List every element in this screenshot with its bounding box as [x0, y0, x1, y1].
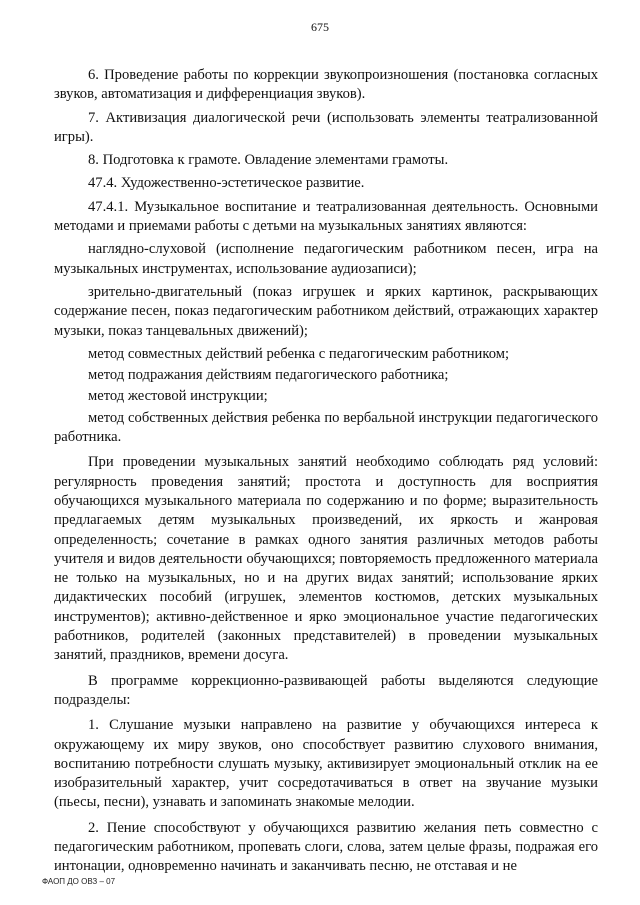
section-heading: 47.4. Художественно-эстетическое развитие.	[88, 175, 365, 192]
page-number: 675	[311, 20, 329, 34]
paragraph-subsections-intro: В программе коррекционно-развивающей работы выделяются следующие подразделы:	[54, 672, 598, 708]
method-item: наглядно-слуховой (исполнение педагогическим работником песен, игра на музыкальных инструментах, использование аудиозаписи);	[54, 241, 598, 277]
method-item: метод подражания действиям педагогического работника;	[88, 367, 449, 384]
method-item: метод жестовой инструкции;	[88, 388, 268, 405]
subsection-listening: 1. Слушание музыки направлено на развитие у обучающихся интереса к окружающему их миру звуков, оно способствует развитию слухового внимания, воспитанию потребности слушать музыку, активизирует эмоциональный отклик на ее изобразительный характер, учит сосредотачиваться в ответ на звучание музыки (пьесы, песни), узнавать и запоминать знакомые мелодии.	[54, 717, 598, 811]
method-item: метод совместных действий ребенка с педагогическим работником;	[88, 345, 510, 362]
paragraph-conditions: При проведении музыкальных занятий необходимо соблюдать ряд условий: регулярность проведения занятий; простота и доступность для восприятия обучающихся музыкального материала по содержанию и по форме; выразительность предлагаемых детям музыкальных произведений, их яркость и жанровая определенность; сочетание в рамках одного занятия различных методов работы учителя и видов деятельности обучающихся; повторяемость предложенного материала не только на музыкальных, но и на других видах занятий; использование ярких дидактических пособий (игрушек, элементов костюмов, детских музыкальных инструментов); активно-действенное и ярко эмоциональное участие педагогических работников, родителей (законных представителей) в проведении музыкальных занятий, праздников, времени досуга.	[54, 454, 598, 664]
method-item: метод собственных действия ребенка по вербальной инструкции педагогического работника.	[54, 409, 598, 446]
paragraph-1: 6. Проведение работы по коррекции звукопроизношения (постановка согласных звуков, автоматизация и дифференциация звуков).	[54, 67, 598, 103]
method-item: зрительно-двигательный (показ игрушек и ярких картинок, раскрывающих содержание песен, показ педагогическим работником действий, отражающих характер музыки, показ танцевальных движений);	[54, 283, 598, 339]
paragraph-2: 7. Активизация диалогической речи (использовать элементы театрализованной игры).	[54, 109, 598, 145]
document-body	[54, 66, 598, 881]
footer-label: ФАОП ДО ОВЗ – 07	[42, 877, 116, 886]
subsection-singing: 2. Пение способствуют у обучающихся развитию желания петь совместно с педагогическим работником, пропевать слоги, слова, затем целые фразы, подражая его интонации, одновременно начинать и заканчивать песню, не отставая и не	[54, 819, 598, 875]
paragraph-methods-intro: 47.4.1. Музыкальное воспитание и театрализованная деятельность. Основными методами и приемами работы с детьми на музыкальных занятиях являются:	[54, 198, 598, 235]
paragraph-3: 8. Подготовка к грамоте. Овладение элементами грамоты.	[88, 152, 449, 169]
